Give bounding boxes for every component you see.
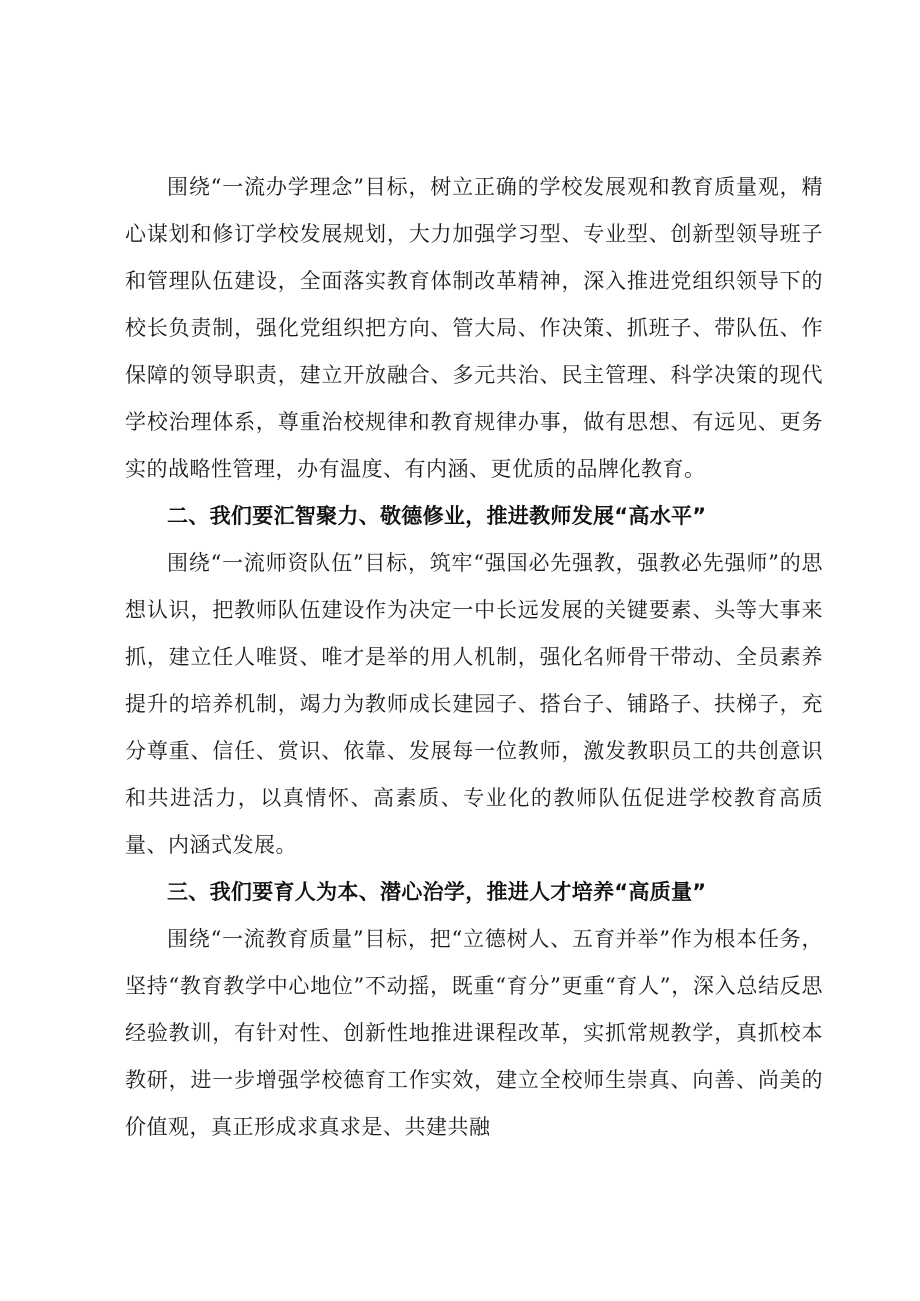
document-body: [125, 164, 823, 1151]
heading-talent-cultivation: 三、我们要育人为本、潜心治学，推进人才培养“高质量”: [167, 880, 707, 904]
paragraph-school-philosophy: 围绕“一流办学理念”目标，树立正确的学校发展观和教育质量观，精心谋划和修订学校发展规划，大力加强学习型、专业型、创新型领导班子和管理队伍建设，全面落实教育体制改革精神，深入推进党组织领导下的校长负责制，强化党组织把方向、管大局、作决策、抓班子、带队伍、作保障的领导职责，建立开放融合、多元共治、民主管理、科学决策的现代学校治理体系，尊重治校规律和教育规律办事，做有思想、有远见、更务实的战略性管理，办有温度、有内涵、更优质的品牌化教育。: [125, 175, 823, 481]
paragraph-teacher-team: 围绕“一流师资队伍”目标，筑牢“强国必先强教，强教必先强师”的思想认识，把教师队伍建设作为决定一中长远发展的关键要素、头等大事来抓，建立任人唯贤、唯才是举的用人机制，强化名师骨干带动、全员素养提升的培养机制，竭力为教师成长建园子、搭台子、铺路子、扶梯子，充分尊重、信任、赏识、依靠、发展每一位教师，激发教职员工的共创意识和共进活力，以真情怀、高素质、专业化的教师队伍促进学校教育高质量、内涵式发展。: [125, 551, 823, 857]
heading-teacher-development: 二、我们要汇智聚力、敬德修业，推进教师发展“高水平”: [167, 504, 707, 528]
paragraph-education-quality: 围绕“一流教育质量”目标，把“立德树人、五育并举”作为根本任务，坚持“教育教学中心地位”不动摇，既重“育分”更重“育人”，深入总结反思经验教训，有针对性、创新性地推进课程改革，实抓常规教学，真抓校本教研，进一步增强学校德育工作实效，建立全校师生崇真、向善、尚美的价值观，真正形成求真求是、共建共融: [125, 927, 823, 1139]
